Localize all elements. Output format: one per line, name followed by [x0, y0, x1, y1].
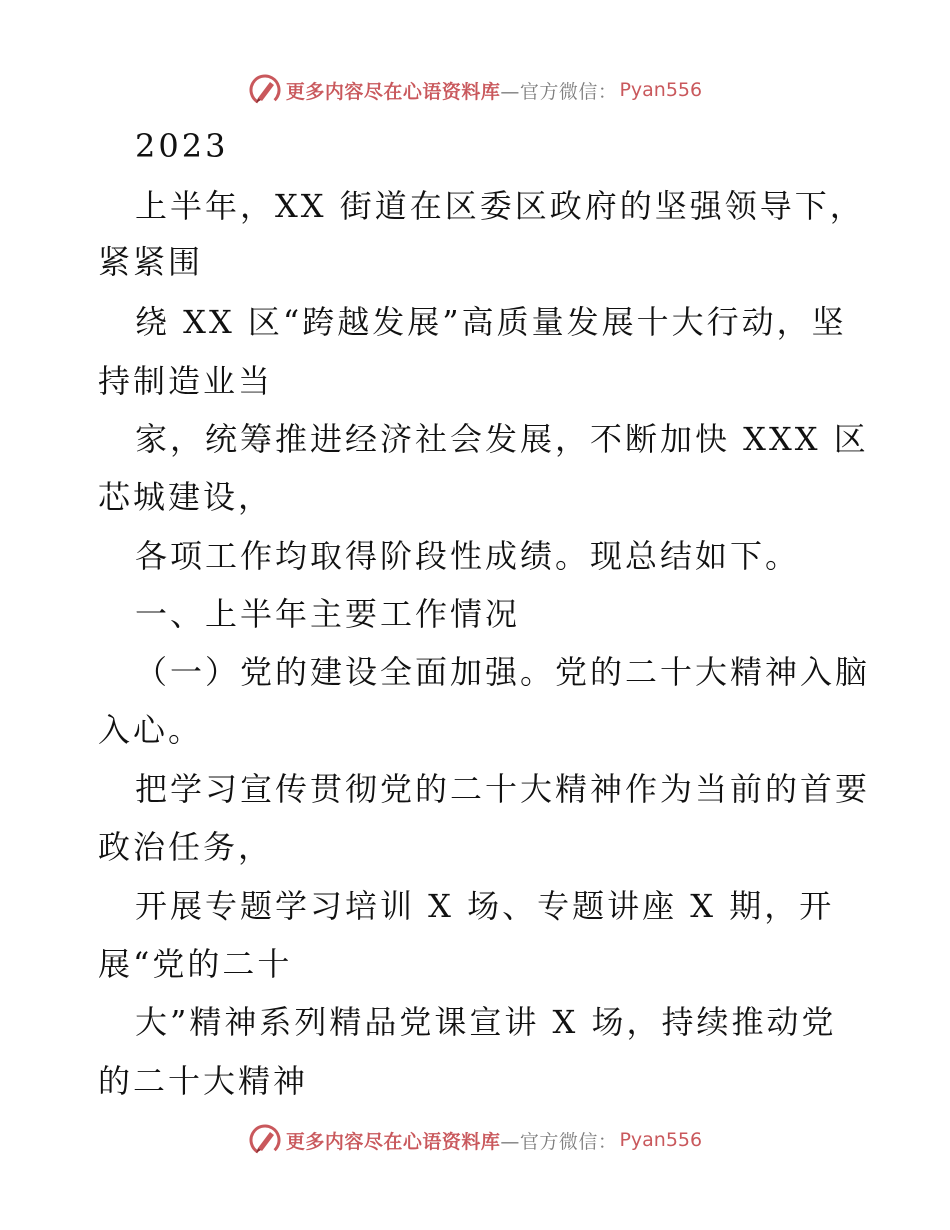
watermark-footer	[0, 1122, 950, 1158]
watermark-dash-text: —官方微信：	[500, 80, 618, 103]
doc-line: 大”精神系列精品党课宣讲 X 场，持续推动党	[135, 1003, 837, 1041]
doc-line: 家，统筹推进经济社会发展，不断加快 XXX 区	[135, 420, 869, 458]
doc-line: 展“党的二十	[98, 945, 293, 983]
doc-line: 紧紧围	[98, 243, 204, 281]
doc-line: 芯城建设，	[98, 478, 274, 516]
doc-line: 开展专题学习培训 X 场、专题讲座 X 期，开	[135, 887, 835, 925]
doc-line: 持制造业当	[98, 362, 274, 400]
doc-section-heading: 一、上半年主要工作情况	[135, 595, 521, 633]
watermark-wechat-id: Pyan556	[619, 79, 703, 101]
watermark-wechat-id: Pyan556	[619, 1129, 703, 1151]
pen-nib-logo-icon	[248, 1123, 282, 1157]
watermark-dash-text: —官方微信：	[500, 1130, 618, 1153]
watermark-brand-text: 更多内容尽在心语资料库	[285, 80, 501, 103]
doc-line: 的二十大精神	[98, 1062, 309, 1100]
doc-line: 绕 XX 区“跨越发展”高质量发展十大行动，坚	[135, 303, 847, 341]
doc-line: 入心。	[98, 711, 204, 749]
doc-line: 2023	[135, 127, 229, 165]
doc-line: 把学习宣传贯彻党的二十大精神作为当前的首要	[135, 770, 871, 808]
doc-line: 上半年，XX 街道在区委区政府的坚强领导下，	[135, 187, 865, 225]
doc-line: 政治任务，	[98, 828, 274, 866]
doc-line: 各项工作均取得阶段性成绩。现总结如下。	[135, 537, 801, 575]
doc-line: （一）党的建设全面加强。党的二十大精神入脑	[135, 653, 871, 691]
watermark-brand-text: 更多内容尽在心语资料库	[285, 1130, 501, 1153]
